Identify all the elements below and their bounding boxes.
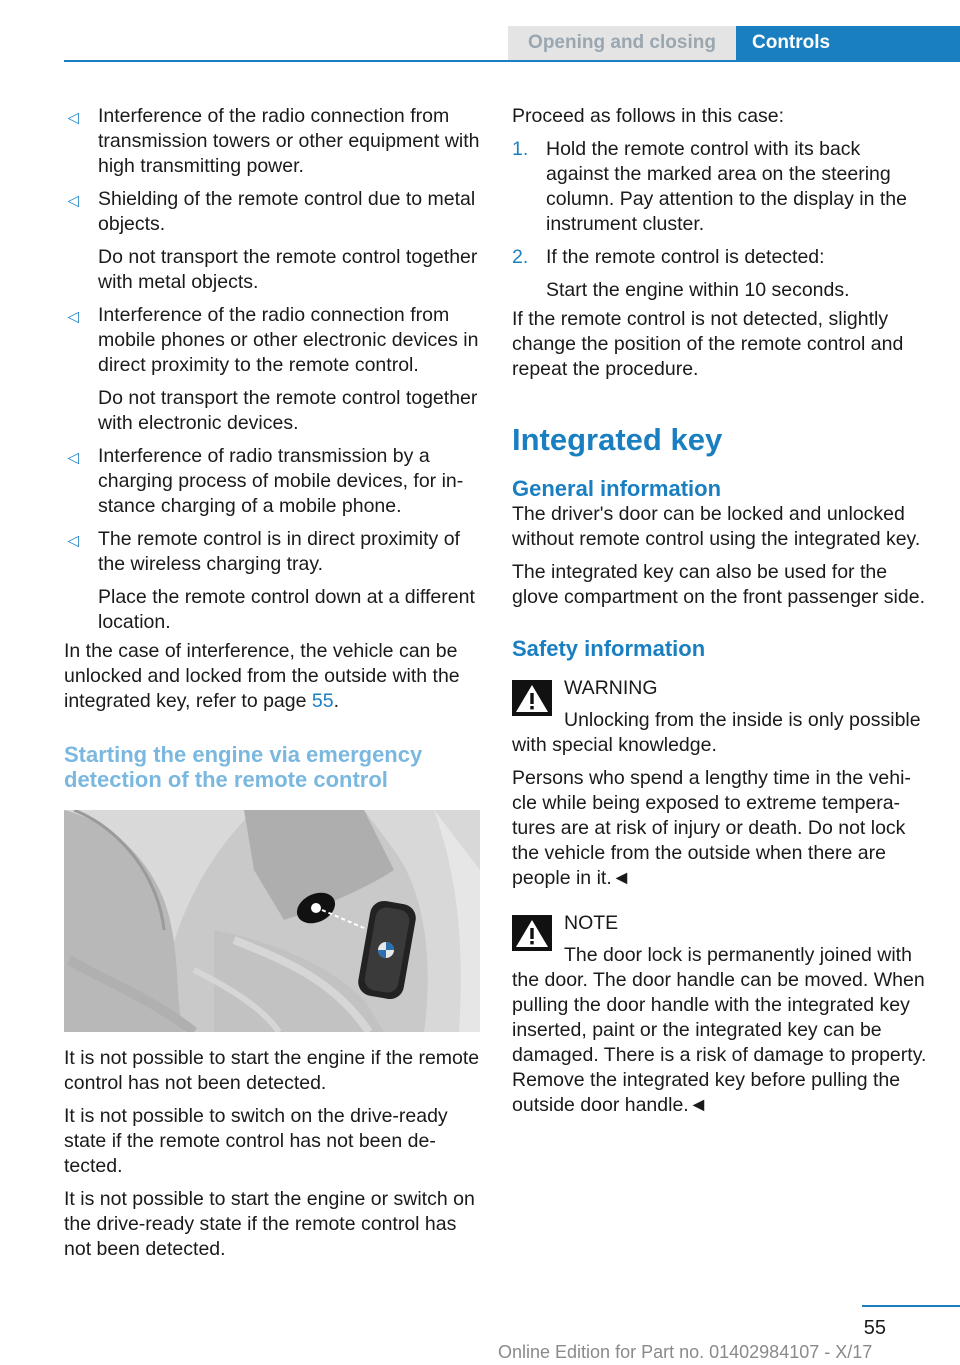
triangle-right-icon: ▽ xyxy=(65,195,83,208)
illustration-svg xyxy=(64,810,480,1032)
note-block xyxy=(512,911,928,961)
general-information-heading: General information xyxy=(512,476,722,501)
page-reference-link[interactable]: 55 xyxy=(311,690,334,712)
emergency-detection-heading: Starting the engine via emergency detection of the remote control xyxy=(64,742,423,792)
paragraph: It is not possible to start the engine if the remote control has not been detected. xyxy=(64,1047,480,1094)
general-paragraph: The driver's door can be locked and unlocked without remote control using the integrated key. xyxy=(512,503,921,550)
list-item xyxy=(64,444,480,519)
list-item-text: Shielding of the remote control due to metal objects. xyxy=(98,188,476,235)
list-item xyxy=(64,303,480,436)
paragraph: It is not possible to start the engine or switch on the drive-ready state if the remote control has not been detected. xyxy=(64,1188,475,1260)
footer-rule xyxy=(862,1305,960,1307)
triangle-right-icon: ▽ xyxy=(65,112,83,125)
triangle-right-icon: ▽ xyxy=(65,452,83,465)
step-text: If the remote control is detected: xyxy=(546,246,825,268)
steps-list xyxy=(512,137,928,303)
warning-paragraph: Persons who spend a lengthy time in the vehicle while being exposed to extreme temperatures are at risk of injury or death. Do not lock the vehicle from the outside when there are people in it.◄ xyxy=(512,767,911,889)
list-item-subtext: Place the remote control down at a different location. xyxy=(98,586,475,633)
step-number: 2. xyxy=(512,246,529,268)
integrated-key-heading: Integrated key xyxy=(512,422,723,457)
list-item-text: The remote control is in direct proximity of the wireless charging tray. xyxy=(98,528,460,575)
warning-triangle-icon xyxy=(512,680,552,716)
general-paragraph: The integrated key can also be used for the glove compartment on the front passenger side. xyxy=(512,561,925,608)
step-item xyxy=(512,245,928,303)
list-item-text: Interference of radio transmission by a charging process of mobile devices, for instance charging of a mobile phone. xyxy=(98,445,464,517)
step-number: 1. xyxy=(512,138,529,160)
interference-end: . xyxy=(333,690,340,712)
remote-control-steering-column-illustration xyxy=(64,810,480,1032)
warning-text: Unlocking from the inside is only possible with special knowledge. xyxy=(512,709,921,756)
list-item-text: Interference of the radio connection from mobile phones or other electronic devices in direct proximity to the remote control. xyxy=(98,304,479,376)
warning-block xyxy=(512,676,928,726)
proceed-text: Proceed as follows in this case: xyxy=(512,105,785,127)
not-detected-text: If the remote control is not detected, slightly change the position of the remote control and repeat the procedure. xyxy=(512,308,904,380)
list-item xyxy=(64,104,480,179)
edition-footer: Online Edition for Part no. 01402984107 - X/17 xyxy=(498,1342,873,1362)
step-text: Hold the remote control with its back against the marked area on the steering column. Pay attention to the display in the instrument cluster. xyxy=(546,138,907,235)
safety-information-heading: Safety information xyxy=(512,636,706,661)
right-column xyxy=(512,104,928,1126)
list-item-subtext: Do not transport the remote control together with metal objects. xyxy=(98,246,478,293)
left-column xyxy=(64,104,480,1270)
header-section-label[interactable]: Opening and closing xyxy=(508,26,736,62)
header-chapter-label[interactable]: Controls xyxy=(736,26,960,62)
triangle-right-icon: ▽ xyxy=(65,311,83,324)
note-label: NOTE xyxy=(564,912,619,934)
warning-triangle-icon xyxy=(512,915,552,951)
interference-list xyxy=(64,104,480,635)
list-item xyxy=(64,527,480,635)
triangle-right-icon: ▽ xyxy=(65,535,83,548)
interference-paragraph xyxy=(64,639,480,714)
paragraph: It is not possible to switch on the drive-ready state if the remote control has not been detected. xyxy=(64,1105,448,1177)
list-item xyxy=(64,187,480,295)
page-number: 55 xyxy=(863,1317,886,1339)
list-item-subtext: Do not transport the remote control together with electronic devices. xyxy=(98,387,478,434)
interference-text: In the case of interference, the vehicle can be unlocked and locked from the outside with the integrated key, refer to page xyxy=(64,640,460,712)
step-subtext: Start the engine within 10 seconds. xyxy=(546,279,850,301)
list-item-text: Interference of the radio connection from transmission towers or other equipment with high transmitting power. xyxy=(98,105,480,177)
note-text: The door lock is permanently joined with the door. The door handle can be moved. When pulling the door handle with the integrated key inserted, paint or the integrated key can be damaged. There is a risk of damage to property. Remove the integrated key before pulling the outside door handle.◄ xyxy=(512,944,927,1116)
header-rule xyxy=(64,60,960,62)
warning-label: WARNING xyxy=(564,677,658,699)
step-item xyxy=(512,137,928,237)
